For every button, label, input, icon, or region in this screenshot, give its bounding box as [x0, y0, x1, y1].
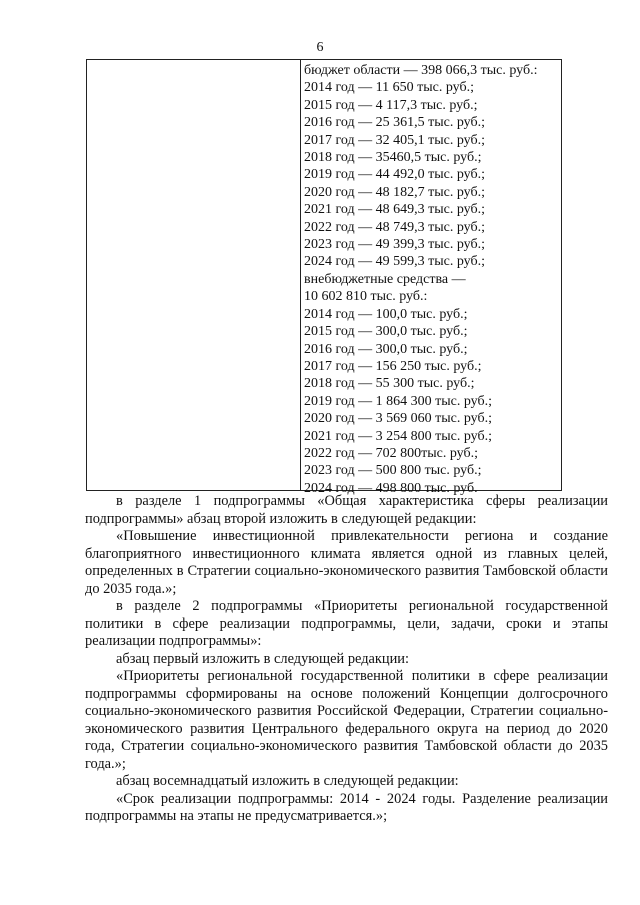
regional-year-row: 2016 год — 25 361,5 тыс. руб.;: [304, 115, 485, 131]
paragraph-priorities-quote: «Приоритеты региональной государственной политики в сфере реализации подпрограммы сформированы на основе положений Концепции долгосрочного социально-экономического развития Российской Федерации, Стратегии социально-экономического развития Центрального федерального округа на период до 2020 года, Стратегии социально-экономического развития Тамбовской области до 2035 года.»;: [85, 668, 608, 772]
extra-year-row: 2014 год — 100,0 тыс. руб.;: [304, 306, 468, 322]
regional-year-row: 2015 год — 4 117,3 тыс. руб.;: [304, 97, 478, 113]
regional-year-row: 2019 год — 44 492,0 тыс. руб.;: [304, 167, 485, 183]
funding-cell: [304, 62, 557, 497]
paragraph-section1-intro: в разделе 1 подпрограммы «Общая характеристика сферы реализации подпрограммы» абзац второй изложить в следующей редакции:: [85, 493, 608, 527]
extra-year-row: 2016 год — 300,0 тыс. руб.;: [304, 341, 468, 357]
page-number: 6: [316, 40, 324, 55]
extra-year-row: 2017 год — 156 250 тыс. руб.;: [304, 358, 482, 374]
extra-year-row: 2023 год — 500 800 тыс. руб.;: [304, 463, 482, 479]
funding-table: [86, 59, 562, 496]
regional-year-row: 2024 год — 49 599,3 тыс. руб.;: [304, 254, 485, 270]
paragraph-section2-intro: в разделе 2 подпрограммы «Приоритеты региональной государственной политики в сфере реализации подпрограммы, цели, задачи, сроки и этапы реализации подпрограммы»:: [85, 598, 608, 649]
regional-year-row: 2023 год — 49 399,3 тыс. руб.;: [304, 237, 485, 253]
regional-year-row: 2017 год — 32 405,1 тыс. руб.;: [304, 132, 485, 148]
extra-budget-header: внебюджетные средства —: [304, 271, 466, 287]
extra-year-row: 2022 год — 702 800тыс. руб.;: [304, 445, 478, 461]
paragraph-section1-quote: «Повышение инвестиционной привлекательности региона и создание благоприятного инвестиционного климата является одной из главных целей, определенных в Стратегии социально-экономического развития Тамбовской области до 2035 года.»;: [85, 528, 608, 597]
regional-year-row: 2018 год — 35460,5 тыс. руб.;: [304, 150, 482, 166]
regional-year-row: 2021 год — 48 649,3 тыс. руб.;: [304, 202, 485, 218]
regional-year-row: 2014 год — 11 650 тыс. руб.;: [304, 80, 474, 96]
extra-budget-total: 10 602 810 тыс. руб.:: [304, 289, 428, 305]
extra-year-row: 2024 год — 498 800 тыс. руб.: [304, 480, 478, 496]
extra-year-row: 2019 год — 1 864 300 тыс. руб.;: [304, 393, 492, 409]
extra-year-row: 2021 год — 3 254 800 тыс. руб.;: [304, 428, 492, 444]
extra-year-row: 2015 год — 300,0 тыс. руб.;: [304, 324, 468, 340]
paragraph-term-quote: «Срок реализации подпрограммы: 2014 - 2024 годы. Разделение реализации подпрограммы на этапы не предусматривается.»;: [85, 790, 608, 824]
document-body: [85, 493, 608, 826]
paragraph-eighteenth-abzac: абзац восемнадцатый изложить в следующей редакции:: [116, 773, 459, 789]
paragraph-first-abzac: абзац первый изложить в следующей редакции:: [116, 650, 410, 667]
extra-year-row: 2018 год — 55 300 тыс. руб.;: [304, 376, 475, 392]
regional-year-row: 2020 год — 48 182,7 тыс. руб.;: [304, 184, 485, 200]
regional-budget-header: бюджет области — 398 066,3 тыс. руб.:: [304, 63, 538, 78]
extra-year-row: 2020 год — 3 569 060 тыс. руб.;: [304, 411, 492, 427]
regional-year-row: 2022 год — 48 749,3 тыс. руб.;: [304, 219, 485, 235]
table-column-divider: [300, 60, 301, 490]
